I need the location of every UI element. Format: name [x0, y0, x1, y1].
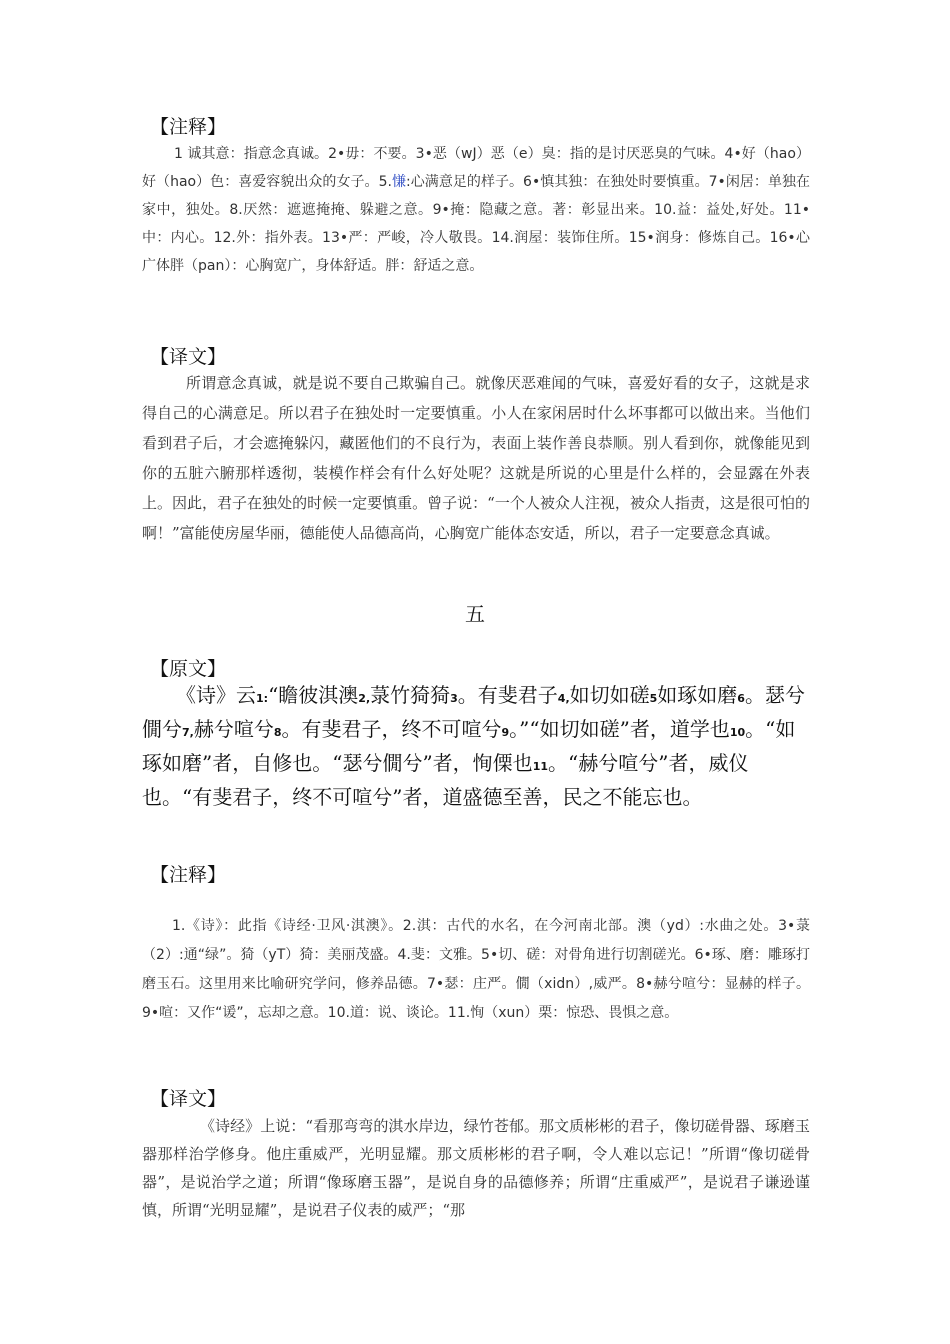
footnote-marker: 6 [737, 692, 745, 705]
orig-seg: 。有斐君子 [457, 683, 558, 707]
footnote-marker: 11 [532, 760, 548, 773]
section-heading-notes: 【注释】 [150, 116, 227, 138]
footnote-marker: 4, [557, 692, 570, 705]
chapter-number: 五 [465, 602, 485, 626]
footnote-marker: 3 [450, 692, 458, 705]
orig-seg: 。“如琢如磨”者，自修也。“瑟兮僩兮”者，恂傈也 [142, 717, 796, 775]
translation-paragraph: 所谓意念真诚，就是说不要自己欺骗自己。就像厌恶难闻的气味，喜爱好看的女子，这就是求得自己的心满意足。所以君子在独处时一定要慎重。小人在家闲居时什么坏事都可以做出来。当他们看到君子后，才会遮掩躲闪，藏匿他们的不良行为，表面上装作善良恭顺。别人看到你，就像能见到你的五脏六腑那样透彻，装模作样会有什么好处呢？这就是所说的心里是什么样的，会显露在外表上。因此，君子在独处的时候一定要慎重。曾子说：“一个人被众人注视，被众人指责，这是很可怕的啊！”富能使房屋华丽，德能使人品德高尚，心胸宽广能体态安适，所以，君子一定要意念真诚。 [142, 374, 810, 542]
orig-seg: 菉竹猗猗 [370, 683, 451, 707]
section-heading-translation: 【译文】 [150, 346, 227, 368]
footnote-marker: 8 [273, 726, 282, 739]
orig-seg: 赫兮喧兮 [193, 717, 274, 741]
orig-seg: 。”“如切如磋”者，道学也 [509, 717, 730, 741]
translation-paragraph-2: 《诗经》上说：“看那弯弯的淇水岸边，绿竹苍郁。那文质彬彬的君子，像切磋骨器、琢磨玉器那样治学修身。他庄重威严，光明显耀。那文质彬彬的君子啊，令人难以忘记！”所谓“像切磋骨器”，是说治学之道；所谓“像琢磨玉器”，是说自身的品德修养；所谓“庄重威严”，是说君子谦逊谨慎，所谓“光明显耀”，是说君子仪表的威严；“那 [142, 1117, 810, 1219]
orig-seg: 。“赫兮喧兮”者，威仪也。“有斐君子，终不可喧兮”者，道盛德至善，民之不能忘也。 [142, 751, 749, 809]
footnote-marker: 10 [729, 726, 746, 739]
footnote-marker: 5 [649, 692, 658, 705]
notes-paragraph-2: 1.《诗》：此指《诗经·卫风·淇澳》。2.淇：古代的水名，在今河南北部。澳（yd）:水曲之处。3•菉（2）:通“绿”。猗（yT）猗：美丽茂盛。4.斐：文雅。5•切、磋：对骨角进行切割磋光。6•琢、磨：雕琢打磨玉石。这里用来比喻研究学问，修养品德。7•瑟：庄严。僩（xidn）,威严。8•赫兮喧兮：显赫的样子。9•喧：又作“谖”，忘却之意。10.道：说、谈论。11.恂（xun）栗：惊恐、畏惧之意。 [142, 918, 810, 1021]
original-text-paragraph [142, 680, 810, 812]
orig-seg: “瞻彼淇澳 [268, 683, 359, 707]
notes-paragraph [142, 140, 810, 280]
orig-seg: 如切如磋 [569, 683, 650, 707]
notes-highlight-char: 慊 [391, 174, 407, 190]
section-heading-translation-2: 【译文】 [150, 1088, 227, 1110]
orig-seg: 。有斐君子，终不可喧兮 [281, 717, 502, 741]
footnote-marker: 1: [256, 692, 269, 705]
section-heading-original: 【原文】 [150, 658, 227, 680]
orig-seg: 如琢如磨 [657, 683, 738, 707]
footnote-marker: 7, [182, 726, 194, 739]
notes-text-part2: :心满意足的样子。6•慎其独：在独处时要慎重。7•闲居：单独在家中，独处。8.厌然：遮遮掩掩、躲避之意。9•掩：隐藏之意。著：彰显出来。10.益：益处,好处。11•中：内心。12.外：指外表。13•严：严峻，冷人敬畏。14.润屋：装饰住所。15•润身：修炼自己。16•心广体胖（pan）：心胸宽广，身体舒适。胖：舒适之意。 [142, 174, 811, 274]
orig-seg: 《诗》云 [176, 683, 256, 707]
orig-seg: 。瑟兮僩兮 [142, 683, 805, 741]
footnote-marker: 2, [358, 692, 371, 705]
notes-text-part1: 1 诚其意：指意念真诚。2•毋：不要。3•恶（wJ）恶（e）臭：指的是讨厌恶臭的气味。4•好（hao）好（hao）色：喜爱容貌出众的女子。5. [142, 146, 810, 190]
footnote-marker: 9 [501, 726, 510, 739]
section-heading-notes-2: 【注释】 [150, 864, 227, 886]
